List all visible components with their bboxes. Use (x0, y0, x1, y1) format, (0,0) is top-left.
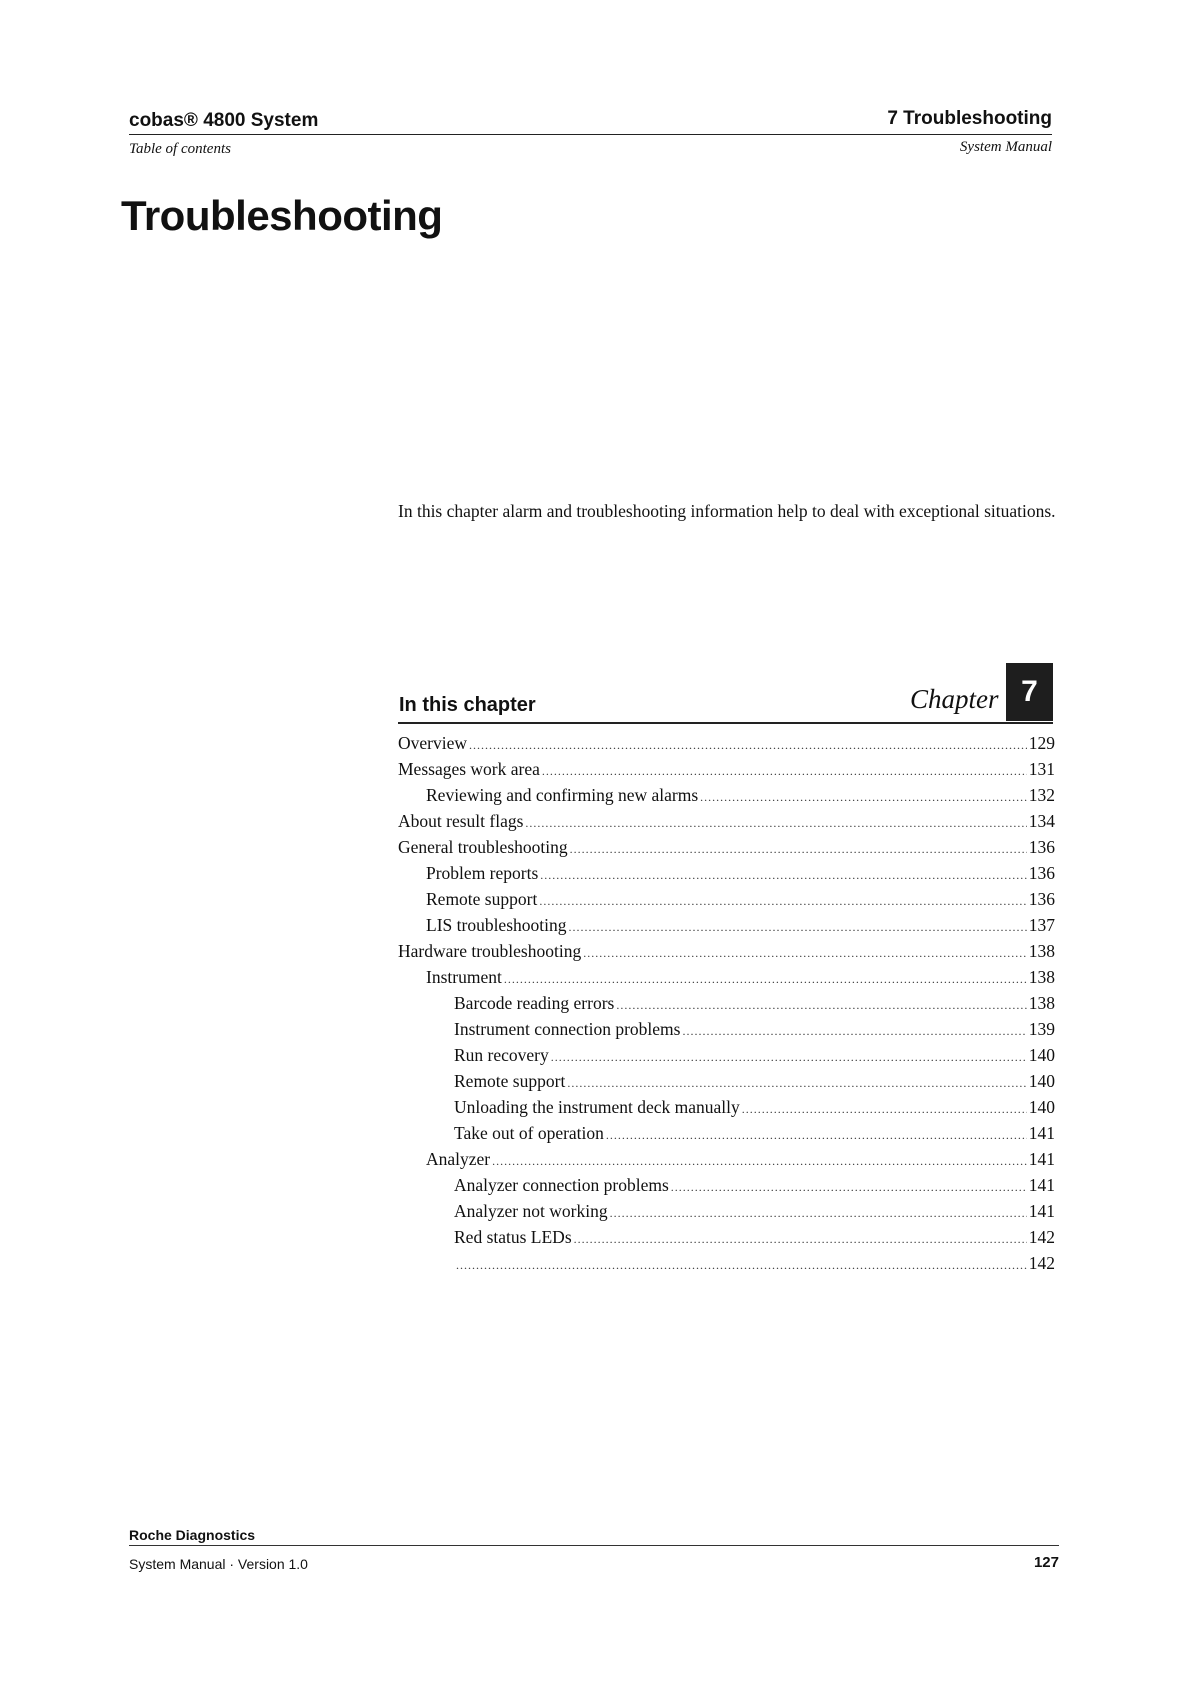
toc-entry-label: Messages work area (398, 759, 540, 779)
toc-entry[interactable] (398, 733, 1055, 759)
header-section: Table of contents (129, 141, 231, 157)
toc-entry-label: Overview (398, 733, 468, 753)
toc-entry-label: About result flags (398, 811, 524, 831)
toc-entry-label: Remote support (426, 889, 538, 909)
toc-entry[interactable] (398, 1071, 1055, 1097)
toc-entry-page: 138 (1028, 993, 1055, 1013)
toc-entry-label: General troubleshooting (398, 837, 568, 857)
chapter-intro: In this chapter alarm and troubleshooting information help to deal with exceptional situations. (398, 501, 1056, 521)
toc-entry[interactable] (398, 1097, 1055, 1123)
toc-entry-page: 141 (1028, 1201, 1055, 1221)
toc-leader-dots (570, 842, 1027, 857)
toc-entry-page: 140 (1028, 1071, 1055, 1091)
toc-entry[interactable] (398, 1045, 1055, 1071)
page-number: 127 (1033, 1554, 1059, 1571)
toc-leader-dots (469, 738, 1027, 753)
footer-version: System Manual · Version 1.0 (129, 1556, 308, 1572)
chapter-divider (398, 722, 1053, 724)
toc-entry-page: 141 (1028, 1149, 1055, 1169)
toc-leader-dots (671, 1180, 1027, 1195)
header-chapter-title: 7 Troubleshooting (887, 108, 1052, 129)
toc-entry-page: 142 (1028, 1253, 1055, 1273)
toc-entry-page: 141 (1028, 1175, 1055, 1195)
toc-entry-label: Reviewing and confirming new alarms (426, 785, 699, 805)
footer-company: Roche Diagnostics (129, 1527, 256, 1543)
toc-entry-label: Unloading the instrument deck manually (454, 1097, 740, 1117)
toc-leader-dots (551, 1050, 1027, 1065)
toc-leader-dots (542, 764, 1027, 779)
toc-entry-label: Remote support (454, 1071, 566, 1091)
toc-entry-page: 138 (1028, 967, 1055, 987)
toc-entry-label: Analyzer connection problems (454, 1175, 669, 1195)
toc-leader-dots (539, 894, 1026, 909)
toc-entry[interactable] (398, 1227, 1055, 1253)
header-divider (129, 134, 1052, 135)
toc-entry[interactable] (398, 889, 1055, 915)
toc-entry-page: 136 (1028, 863, 1055, 883)
toc-entry-page: 129 (1028, 733, 1055, 753)
toc-leader-dots (456, 1258, 1027, 1273)
chapter-label: Chapter (910, 684, 999, 714)
table-of-contents (398, 733, 1055, 1279)
toc-entry-label: Hardware troubleshooting (398, 941, 582, 961)
toc-leader-dots (525, 816, 1026, 831)
toc-entry-page: 140 (1028, 1097, 1055, 1117)
toc-entry[interactable] (398, 993, 1055, 1019)
toc-leader-dots (610, 1206, 1027, 1221)
toc-entry-page: 139 (1028, 1019, 1055, 1039)
toc-leader-dots (574, 1232, 1027, 1247)
toc-entry[interactable] (398, 1149, 1055, 1175)
footer-divider (129, 1545, 1059, 1546)
page-title: Troubleshooting (121, 192, 443, 239)
toc-entry-label: Instrument connection problems (454, 1019, 681, 1039)
toc-leader-dots (540, 868, 1026, 883)
toc-entry-page: 140 (1028, 1045, 1055, 1065)
chapter-number-badge: 7 (1006, 663, 1053, 721)
toc-entry[interactable] (398, 1175, 1055, 1201)
toc-leader-dots (606, 1128, 1027, 1143)
toc-entry-label: Take out of operation (454, 1123, 604, 1143)
toc-entry-label: Run recovery (454, 1045, 549, 1065)
toc-entry[interactable] (398, 785, 1055, 811)
toc-leader-dots (492, 1154, 1027, 1169)
toc-entry[interactable] (398, 1201, 1055, 1227)
toc-entry-label: Analyzer (426, 1149, 491, 1169)
toc-entry[interactable] (398, 759, 1055, 785)
toc-entry[interactable] (398, 941, 1055, 967)
toc-leader-dots (568, 920, 1026, 935)
toc-leader-dots (700, 790, 1027, 805)
toc-leader-dots (742, 1102, 1027, 1117)
toc-entry-page: 132 (1028, 785, 1055, 805)
toc-entry[interactable] (398, 1123, 1055, 1149)
toc-entry-label: Problem reports (426, 863, 539, 883)
toc-entry[interactable] (398, 811, 1055, 837)
in-this-chapter-heading: In this chapter (399, 694, 536, 716)
toc-entry-label: Red status LEDs (454, 1227, 572, 1247)
toc-entry-page: 138 (1028, 941, 1055, 961)
toc-entry[interactable] (398, 967, 1055, 993)
toc-leader-dots (682, 1024, 1026, 1039)
toc-entry-page: 136 (1028, 837, 1055, 857)
toc-entry-label: Barcode reading errors (454, 993, 615, 1013)
toc-entry-page: 136 (1028, 889, 1055, 909)
toc-entry-page: 134 (1028, 811, 1055, 831)
toc-entry-page: 141 (1028, 1123, 1055, 1143)
toc-entry[interactable] (398, 915, 1055, 941)
toc-leader-dots (504, 972, 1027, 987)
toc-entry[interactable] (398, 1019, 1055, 1045)
toc-leader-dots (616, 998, 1026, 1013)
toc-entry-label: Instrument (426, 967, 502, 987)
toc-leader-dots (583, 946, 1027, 961)
toc-entry[interactable] (398, 1253, 1055, 1279)
toc-entry-page: 131 (1028, 759, 1055, 779)
header-manual: System Manual (959, 139, 1052, 155)
header-product: cobas® 4800 System (129, 110, 319, 131)
toc-entry-label: Analyzer not working (454, 1201, 608, 1221)
toc-entry-page: 137 (1028, 915, 1055, 935)
toc-entry[interactable] (398, 863, 1055, 889)
toc-entry-label: LIS troubleshooting (426, 915, 567, 935)
toc-leader-dots (567, 1076, 1026, 1091)
toc-entry[interactable] (398, 837, 1055, 863)
toc-entry-page: 142 (1028, 1227, 1055, 1247)
